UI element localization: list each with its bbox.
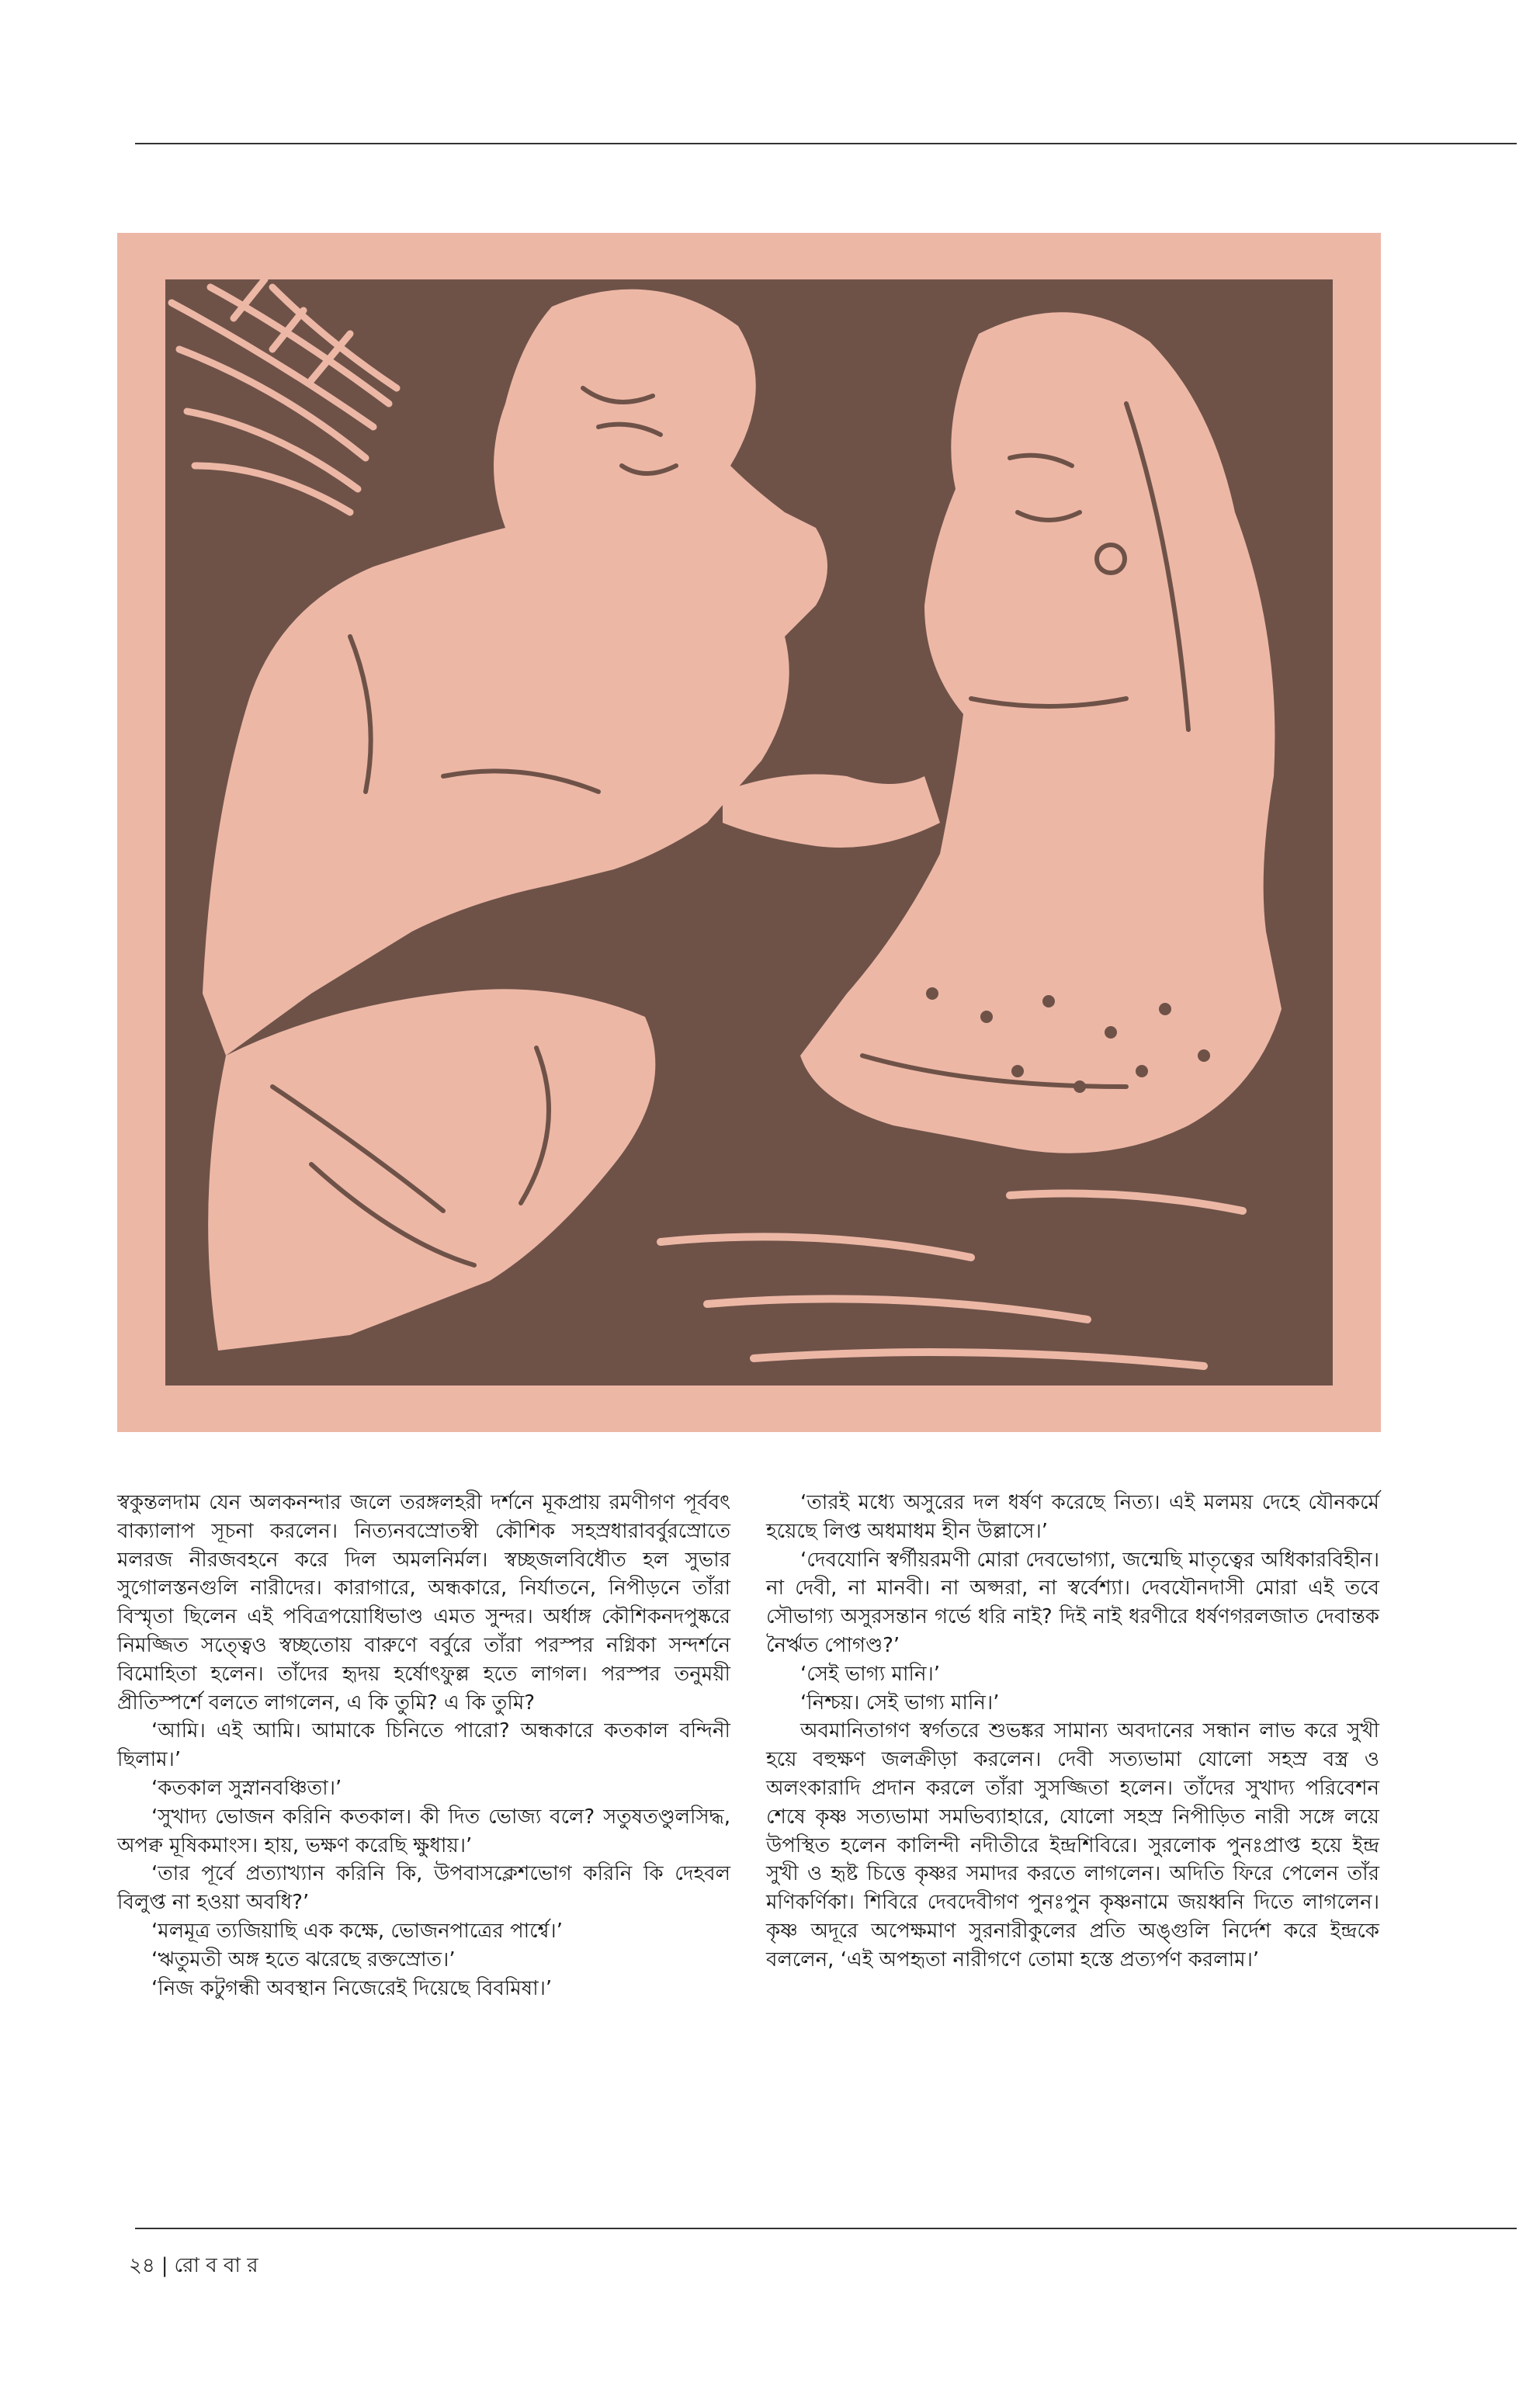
top-rule bbox=[135, 143, 1517, 144]
paragraph: ‘কতকাল সুস্নানবঞ্চিতা।’ bbox=[151, 1776, 342, 1800]
paragraph: ‘তার পূর্বে প্রত্যাখ্যান করিনি কি, উপবাসক্লেশভোগ করিনি কি দেহবল বিলুপ্ত না হওয়া অবধি?’ bbox=[117, 1862, 730, 1915]
paragraph: স্বকুন্তলদাম যেন অলকনন্দার জলে তরঙ্গলহরী দর্শনে মূকপ্রায় রমণীগণ পূর্ববৎ বাক্যালাপ সূচনা করলেন। নিত্যনবস্রোতস্বী কৌশিক সহস্রধারাবর্বুরস্রোতে মলরজ নীরজবহনে করে দিল অমলনির্মল। স্বচ্ছজলবিধৌত হল সুভার সুগোলস্তনগুলি নারীদের। কারাগারে, অন্ধকারে, নির্যাতনে, নিপীড়নে তাঁরা বিস্মৃতা ছিলেন এই পবিত্রপয়োধিভাণ্ড এমত সুন্দর। অর্ধাঙ্গ কৌশিকনদপুষ্করে নিমজ্জিত সত্ত্বেও স্বচ্ছতোয় বারুণে বর্বুরে তাঁরা পরস্পর নগ্নিকা সন্দর্শনে বিমোহিতা হলেন। তাঁদের হৃদয় হর্ষোৎফুল্ল হতে লাগল। পরস্পর তনুময়ী প্রীতিস্পর্শে বলতে লাগলেন, এ কি তুমি? এ কি তুমি? bbox=[117, 1491, 730, 1715]
footer-separator: | bbox=[161, 2254, 168, 2277]
page-footer bbox=[129, 2249, 258, 2284]
paragraph: ‘তারই মধ্যে অসুরের দল ধর্ষণ করেছে নিত্য। এই মলময় দেহে যৌনকর্মে হয়েছে লিপ্ত অধমাধম হীন উল্লাসে।’ bbox=[766, 1491, 1379, 1543]
paragraph: ‘নিশ্চয়। সেই ভাগ্য মানি।’ bbox=[800, 1691, 1000, 1715]
illustration bbox=[117, 233, 1381, 1432]
page-number: ২৪ bbox=[129, 2254, 155, 2277]
paragraph: ‘আমি। এই আমি। আমাকে চিনিতে পারো? অন্ধকারে কতকাল বন্দিনী ছিলাম।’ bbox=[117, 1719, 730, 1772]
paragraph: ‘সেই ভাগ্য মানি।’ bbox=[800, 1662, 941, 1686]
krishna-and-woman-illustration bbox=[117, 233, 1381, 1432]
paragraph: ‘নিজ কটুগন্ধী অবস্থান নিজেরেই দিয়েছে বিবমিষা।’ bbox=[151, 1976, 553, 2000]
bottom-rule bbox=[135, 2228, 1517, 2229]
article-right-column bbox=[766, 1489, 1379, 1975]
paragraph: ‘দেবযোনি স্বর্গীয়রমণী মোরা দেবভোগ্যা, জন্মেছি মাতৃত্বের অধিকারবিহীন। না দেবী, না মানবী। না অপ্সরা, না স্বর্বেশ্যা। দেবযৌনদাসী মোরা এই তবে সৌভাগ্য অসুরসন্তান গর্ভে ধরি নাই? দিই নাই ধরণীরে ধর্ষণগরলজাত দেবান্তক নৈর্ঋত পোগণ্ড?’ bbox=[766, 1548, 1379, 1657]
paragraph: ‘ঋতুমতী অঙ্গ হতে ঝরেছে রক্তস্রোত।’ bbox=[151, 1947, 456, 1972]
paragraph: ‘মলমূত্র ত্যজিয়াছি এক কক্ষে, ভোজনপাত্রের পার্শ্বে।’ bbox=[151, 1919, 563, 1943]
article-left-column bbox=[117, 1489, 730, 2003]
paragraph: ‘সুখাদ্য ভোজন করিনি কতকাল। কী দিত ভোজ্য বলে? সতুষতণ্ডুলসিদ্ধ, অপক্ব মূষিকমাংস। হায়, ভক্ষণ করেছি ক্ষুধায়।’ bbox=[117, 1805, 730, 1857]
magazine-name: রো ব বা র bbox=[174, 2254, 258, 2277]
paragraph: অবমানিতাগণ স্বর্গতরে শুভঙ্কর সামান্য অবদানের সন্ধান লাভ করে সুখী হয়ে বহুক্ষণ জলক্রীড়া করলেন। দেবী সত্যভামা যোলো সহস্র বস্ত্র ও অলংকারাদি প্রদান করলে তাঁরা সুসজ্জিতা হলেন। তাঁদের সুখাদ্য পরিবেশন শেষে কৃষ্ণ সত্যভামা সমভিব্যাহারে, যোলো সহস্র নিপীড়িত নারী সঙ্গে লয়ে উপস্থিত হলেন কালিন্দী নদীতীরে ইন্দ্রশিবিরে। সুরলোক পুনঃপ্রাপ্ত হয়ে ইন্দ্র সুখী ও হৃষ্ট চিত্তে কৃষ্ণর সমাদর করতে লাগলেন। অদিতি ফিরে পেলেন তাঁর মণিকর্ণিকা। শিবিরে দেবদেবীগণ পুনঃপুন কৃষ্ণনামে জয়ধ্বনি দিতে লাগলেন। কৃষ্ণ অদূরে অপেক্ষমাণ সুরনারীকুলের প্রতি অঙ্গুলি নির্দেশ করে ইন্দ্রকে বললেন, ‘এই অপহৃতা নারীগণে তোমা হস্তে প্রত্যর্পণ করলাম।’ bbox=[766, 1719, 1379, 1972]
